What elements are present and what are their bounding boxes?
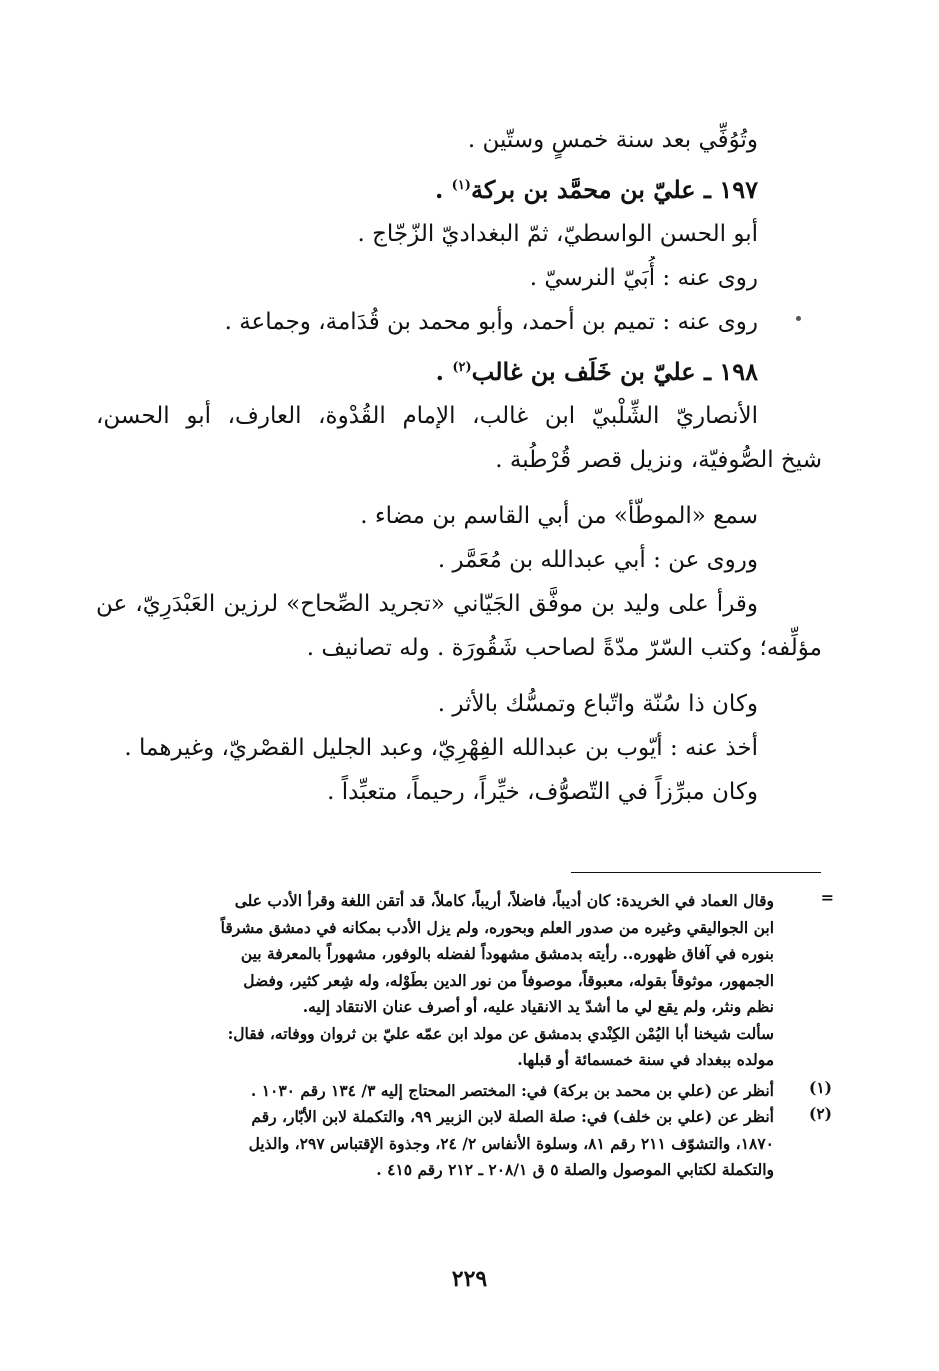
page-number: ٢٢٩ xyxy=(451,1266,488,1292)
footnote-ref[interactable]: (٢) xyxy=(452,360,472,375)
footnote-line: مولده ببغداد في سنة خمسمائة أو قبلها. xyxy=(517,1050,774,1069)
footnote-ref[interactable]: (١) xyxy=(451,178,471,193)
footnote-line: بنوره في آفاق ظهوره.. رأيته بدمشق مشهوداً لفضله بالوفور، مشهوراً بالمعرفة بين xyxy=(240,944,774,963)
margin-dot xyxy=(796,316,801,321)
text-line: وكان مبرِّزاً في التّصوُّف، خيِّراً، رحيماً، متعبِّداً . xyxy=(327,779,758,805)
text-line: وتُوُفِّي بعد سنة خمسٍ وستّين . xyxy=(467,127,758,153)
text-line: وروى عن : أبي عبدالله بن مُعَمَّر . xyxy=(437,547,758,573)
text-line: شيخ الصُّوفيّة، ونزيل قصر قُرْطُبة . xyxy=(495,447,822,473)
entry-title: ١٩٧ ـ عليّ بن محمَّد بن بركة xyxy=(470,175,758,204)
footnote-line: وقال العماد في الخريدة: كان أديباً، فاضلاً، أريباً، كاملاً، قد أتقن اللغة وقرأ الأدب على xyxy=(234,891,774,910)
entry-end: . xyxy=(434,175,444,204)
text-line: سمع «الموطّأ» من أبي القاسم بن مضاء . xyxy=(360,503,758,529)
text-line: الأنصاريّ الشِّلْبيّ ابن غالب، الإمام القُدْوة، العارف، أبو الحسن، xyxy=(96,403,758,429)
footnote-2 xyxy=(96,1104,832,1184)
main-text xyxy=(96,118,822,814)
continuation-mark: = xyxy=(820,888,834,907)
footnote-number: (١) xyxy=(808,1077,832,1097)
footnote-continuation xyxy=(96,888,834,1074)
text-line: مؤلِّفه؛ وكتب السّرّ مدّةً لصاحب شَقُورَة . وله تصانيف . xyxy=(306,635,822,661)
footnote-line: أنظر عن (علي بن خلف) في: صلة الصلة لابن الزبير ٩٩، والتكملة لابن الأبّار، رقم xyxy=(251,1107,774,1126)
text-line: روى عنه : أُبَيّ النرسيّ . xyxy=(529,265,758,291)
entry-title: ١٩٨ ـ عليّ بن خَلَف بن غالب xyxy=(471,357,758,386)
footnote-1 xyxy=(96,1077,832,1105)
footnote-number: (٢) xyxy=(808,1104,832,1123)
entry-heading-197 xyxy=(96,168,822,212)
footnote-line: الجمهور، موثوقاً بقوله، معبوقاً، موصوفاً من نور الدين بطَوْله، وله شِعر كثير، وفضل xyxy=(243,970,774,990)
footnote-line: سألت شيخنا أبا اليُمْن الكِنْدي بدمشق عن مولد ابن عمّه عليّ بن ثروان ووفاته، فقال: xyxy=(227,1023,774,1043)
footnote-line: ابن الجواليقي وغيره من صدور العلم وبحوره، ولم يزل الأدب بمكانه في دمشق مشرقاً xyxy=(220,917,774,937)
text-line: أبو الحسن الواسطيّ، ثمّ البغداديّ الزّجّاج . xyxy=(357,221,758,247)
footnote-line: والتكملة لكتابي الموصول والصلة ٥ ق ٢٠٨/١ ـ ٢١٢ رقم ٤١٥ . xyxy=(376,1160,774,1179)
text-line: وكان ذا سُنّة واتّباع وتمسُّك بالأثر . xyxy=(437,691,758,717)
footnote-line: أنظر عن (علي بن محمد بن بركة) في: المختصر المحتاج إليه ٣/ ١٣٤ رقم ١٠٣٠ . xyxy=(250,1080,774,1100)
footnote-separator xyxy=(571,872,821,873)
footnote-line: نظم ونثر، ولم يقع لي ما أشدّ يد الانقياد عليه، أو أصرف عنان الانتقاد إليه. xyxy=(302,997,774,1016)
text-line: وقرأ على وليد بن موفَّق الجَيّاني «تجريد الصِّحاح» لرزين العَبْدَرِيّ، عن xyxy=(96,591,758,617)
text-line: روى عنه : تميم بن أحمد، وأبو محمد بن قُدَامة، وجماعة . xyxy=(224,309,758,335)
footnotes xyxy=(96,888,834,1184)
entry-end: . xyxy=(435,357,444,386)
entry-heading-198 xyxy=(96,350,822,394)
text-line: أخذ عنه : أيّوب بن عبدالله الفِهْرِيّ، وعبد الجليل القصْريّ، وغيرهما . xyxy=(124,735,758,761)
footnote-line: ١٨٧٠، والتشوّف ٢١١ رقم ٨١، وسلوة الأنفاس ٢/ ٢٤، وجذوة الإقتباس ٢٩٧، والذيل xyxy=(248,1133,774,1153)
